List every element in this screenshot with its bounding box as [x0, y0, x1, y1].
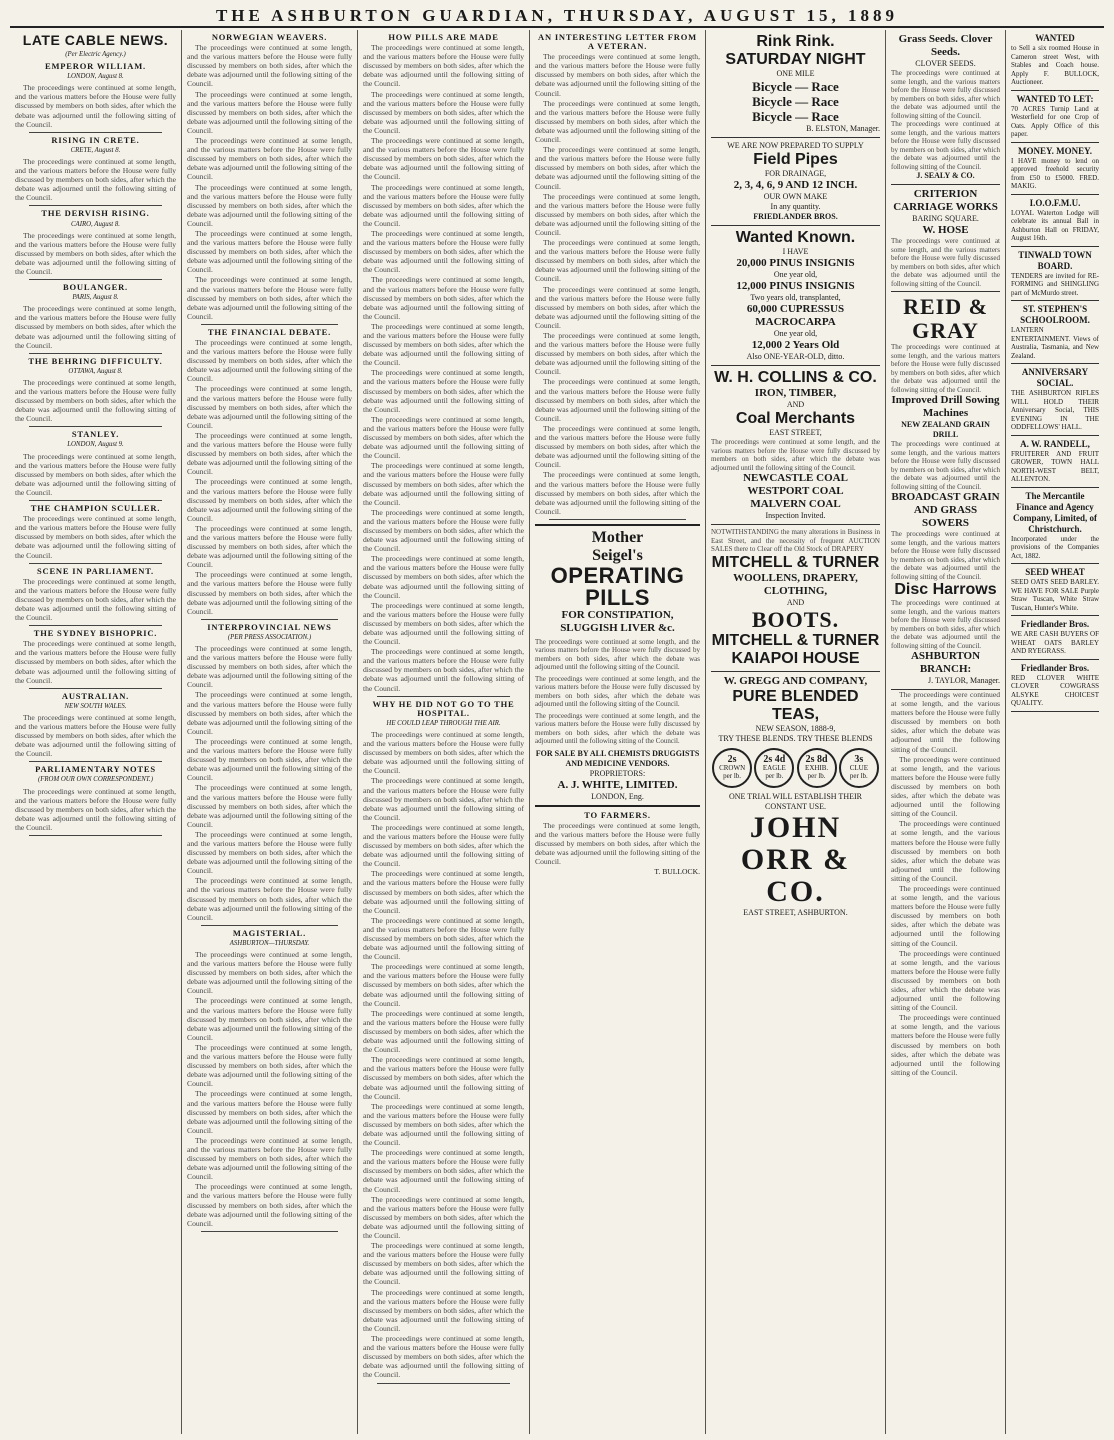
section-rule — [29, 426, 162, 427]
rink-sub: ONE MILE — [776, 69, 815, 78]
section-paragraph: The proceedings were continued at some length, and the various matters before the House were fully discussed by members on both sides, after which the debate was adjourned until the following sitting of the Council. — [363, 182, 524, 228]
section-paragraph: The proceedings were continued at some length, and the various matters before the House were fully discussed by members on both sides, after which the debate was adjourned until the following sitting of the Council. — [15, 377, 176, 424]
seigel-pills-ad — [535, 524, 700, 807]
classified-heading: The Mercantile Finance and Agency Company, Limited, of Christchurch. — [1012, 490, 1097, 534]
stamp-name: EAGLE — [762, 763, 786, 772]
column-6 — [886, 30, 1006, 1434]
classified-ad — [1011, 436, 1099, 488]
cable-news-heading: LATE CABLE NEWS. — [22, 32, 169, 48]
section-heading: INTERPROVINCIAL NEWS — [207, 621, 332, 632]
section-paragraph: The proceedings were continued at some length, and the various matters before the House were fully discussed by members on both sides, after which the debate was adjourned until the following sitting of the Council. — [15, 786, 176, 832]
pipes-make: OUR OWN MAKE — [763, 192, 828, 201]
section-paragraph: The proceedings were continued at some length, and the various matters before the House were fully discussed by members on both sides, after which the debate was adjourned until the following sitting of the Council. — [187, 1042, 352, 1089]
pills-proprietors: PROPRIETORS: — [589, 768, 646, 778]
section-dateline: (FROM OUR OWN CORRESPONDENT.) — [37, 776, 154, 784]
section-heading: NORWEGIAN WEAVERS. — [211, 32, 328, 42]
wanted-l2: 20,000 PINUS INSIGNIS — [736, 257, 855, 269]
reid-drill-body: The proceedings were continued at some length, and the various matters before the House were fully discussed by members on both sides, after which the debate was adjourned until the following sitting of the Council. — [891, 440, 1000, 491]
rink-race1: Bicycle — Race — [752, 79, 839, 94]
section-paragraph: The proceedings were continued at some length, and the various matters before the House were fully discussed by members on both sides, after which the debate was adjourned until the following sitting of the Council. — [363, 915, 524, 962]
reid-sowers-body: The proceedings were continued at some length, and the various matters before the House were fully discussed by members on both sides, after which the debate was adjourned until the following sitting of the Council. — [891, 530, 1000, 581]
section-paragraph: The proceedings were continued at some length, and the various matters before the House were fully discussed by members on both sides, after which the debate was adjourned until the following sitting of the Council. — [187, 430, 352, 477]
section-heading: EMPEROR WILLIAM. — [45, 61, 146, 72]
seeds-body: The proceedings were continued at some length, and the various matters before the House were fully discussed by members on both sides, after which the debate was adjourned until the following sitting of the Council. — [891, 69, 1000, 120]
section-dateline: LONDON, August 9. — [67, 441, 124, 449]
section-paragraph: The proceedings were continued at some length, and the various matters before the House were fully discussed by members on both sides, after which the debate was adjourned until the following sitting of the Council. — [15, 83, 176, 129]
section-paragraph: The proceedings were continued at some length, and the various matters before the House were fully discussed by members on both sides, after which the debate was adjourned until the following sitting of the Council. — [363, 1334, 524, 1380]
section-paragraph: The proceedings were continued at some length, and the various matters before the House were fully discussed by members on both sides, after which the debate was adjourned until the following sitting of the Council. — [363, 136, 524, 182]
collins-title: W. H. COLLINS & CO. — [714, 369, 877, 386]
criterion-title: CRITERION CARRIAGE WORKS — [893, 188, 998, 213]
section-paragraph: The proceedings were continued at some length, and the various matters before the House were fully discussed by members on both sides, after which the debate was adjourned until the following sitting of the Council. — [363, 554, 524, 600]
section-heading: WHY HE DID NOT GO TO THE HOSPITAL. — [372, 698, 515, 718]
section-paragraph: The proceedings were continued at some length, and the various matters before the House were fully discussed by members on both sides, after which the debate was adjourned until the following sitting of the Council. — [187, 338, 352, 384]
pills-body-2: The proceedings were continued at some length, and the various matters before the House were fully discussed by members on both sides, after which the debate was adjourned until the following sitting of the Council. — [535, 674, 700, 709]
mitchell-boots: BOOTS. — [751, 606, 840, 632]
reid-sowers: BROADCAST GRAIN AND GRASS SOWERS — [891, 491, 1000, 529]
seeds-body-2: The proceedings were continued at some length, and the various matters before the House were fully discussed by members on both sides, after which the debate was adjourned until the following sitting of the Council. — [891, 120, 1000, 171]
classified-heading: ANNIVERSARY SOCIAL. — [1021, 367, 1089, 388]
section-paragraph: The proceedings were continued at some length, and the various matters before the House were fully discussed by members on both sides, after which the debate was adjourned until the following sitting of the Council. — [363, 1008, 524, 1055]
pipes-firm: FRIEDLANDER BROS. — [753, 212, 838, 221]
coal-newcastle: NEWCASTLE COAL — [743, 472, 848, 484]
section-rule — [29, 563, 162, 564]
section-heading: RISING IN CRETE. — [51, 134, 140, 145]
section-rule — [201, 619, 338, 620]
wanted-l9: Also ONE-YEAR-OLD, ditto. — [746, 352, 845, 361]
wanted-title: Wanted Known. — [735, 229, 856, 246]
criterion-name: W. HOSE — [922, 224, 969, 236]
section-rule — [201, 324, 338, 325]
section-heading: AUSTRALIAN. — [61, 690, 130, 701]
teas-try: TRY THESE BLENDS. TRY THESE BLENDS — [718, 733, 873, 743]
section-paragraph: The proceedings were continued at some length, and the various matters before the House were fully discussed by members on both sides, after which the debate was adjourned until the following sitting of the Council. — [187, 477, 352, 523]
teas-season: NEW SEASON, 1888-9, — [755, 723, 836, 733]
stamp-unit: per lb. — [723, 771, 742, 780]
pipes-pre: WE ARE NOW PREPARED TO SUPPLY — [727, 141, 864, 150]
section-paragraph: The proceedings were continued at some length, and the various matters before the House were fully discussed by members on both sides, after which the debate was adjourned until the following sitting of the Council. — [187, 950, 352, 996]
section-rule — [549, 519, 686, 520]
section-paragraph: The proceedings were continued at some length, and the various matters before the House were fully discussed by members on both sides, after which the debate was adjourned until the following sitting of the Council. — [363, 822, 524, 869]
section-dateline: OTTAWA, August 8. — [68, 367, 123, 375]
section-heading: THE SYDNEY BISHOPRIC. — [33, 628, 158, 639]
section-heading: BOULANGER. — [63, 282, 128, 293]
col6-filler-1: The proceedings were continued at some length, and the various matters before the House were fully discussed by members on both sides, after which the debate was adjourned until the following sitting of the Council. — [891, 690, 1001, 754]
reid-nz: NEW ZEALAND GRAIN DRILL — [901, 420, 990, 439]
col6-filler-3: The proceedings were continued at some length, and the various matters before the House were fully discussed by members on both sides, after which the debate was adjourned until the following sitting of the Council. — [891, 819, 1001, 883]
section-dateline: NEW SOUTH WALES. — [64, 702, 127, 710]
col6-filler-5: The proceedings were continued at some length, and the various matters before the House were fully discussed by members on both sides, after which the debate was adjourned until the following sitting of the Council. — [891, 948, 1001, 1013]
section-paragraph: The proceedings were continued at some length, and the various matters before the House were fully discussed by members on both sides, after which the debate was adjourned until the following sitting of the Council. — [15, 576, 176, 623]
section-paragraph: The proceedings were continued at some length, and the various matters before the House were fully discussed by members on both sides, after which the debate was adjourned until the following sitting of the Council. — [363, 962, 524, 1008]
col3-sections — [363, 33, 524, 1384]
reid-harrows: Disc Harrows — [894, 581, 997, 598]
reid-mgr: J. TAYLOR, Manager. — [927, 676, 1000, 685]
reid-harrows-body: The proceedings were continued at some length, and the various matters before the House were fully discussed by members on both sides, after which the debate was adjourned until the following sitting of the Council. — [891, 599, 1000, 650]
section-paragraph: The proceedings were continued at some length, and the various matters before the House were fully discussed by members on both sides, after which the debate was adjourned until the following sitting of the Council. — [363, 776, 524, 822]
classified-text: THE ASHBURTON RIFLES WILL HOLD THEIR Anniversary Social, THIS EVENING IN THE ODDFELLOWS' HALL. — [1011, 389, 1099, 431]
columns — [10, 30, 1104, 1434]
section-heading: THE FINANCIAL DEBATE. — [207, 326, 332, 337]
section-paragraph: The proceedings were continued at some length, and the various matters before the House were fully discussed by members on both sides, after which the debate was adjourned until the following sitting of the Council. — [15, 451, 176, 497]
classified-ad — [1011, 247, 1099, 302]
section-paragraph: The proceedings were continued at some length, and the various matters before the House were fully discussed by members on both sides, after which the debate was adjourned until the following sitting of the Council. — [363, 1055, 524, 1101]
rink-title2: SATURDAY NIGHT — [725, 51, 866, 68]
wanted-l3: One year old, — [773, 270, 818, 279]
section-paragraph: The proceedings were continued at some length, and the various matters before the House were fully discussed by members on both sides, after which the debate was adjourned until the following sitting of the Council. — [363, 228, 524, 275]
section-rule — [29, 132, 162, 133]
seeds-ad — [891, 30, 1000, 185]
section-paragraph: The proceedings were continued at some length, and the various matters before the House were fully discussed by members on both sides, after which the debate was adjourned until the following sitting of the Council. — [363, 1194, 524, 1240]
classified-heading: SEED WHEAT — [1025, 567, 1085, 577]
classified-text: SEED OATS SEED BARLEY. WE HAVE FOR SALE Purple Straw Tuscan, White Straw Tuscan, Hunter's White. — [1011, 578, 1099, 612]
classified-text: TENDERS are invited for RE-FORMING and SHINGLING part of McMurdo street. — [1011, 271, 1099, 297]
section-paragraph: The proceedings were continued at some length, and the various matters before the House were fully discussed by members on both sides, after which the debate was adjourned until the following sitting of the Council. — [363, 368, 524, 414]
section-paragraph: The proceedings were continued at some length, and the various matters before the House were fully discussed by members on both sides, after which the debate was adjourned until the following sitting of the Council. — [535, 423, 700, 470]
column-2 — [182, 30, 358, 1434]
classified-heading: Friedlander Bros. — [1020, 619, 1090, 629]
collins-and: AND — [786, 400, 805, 409]
mitchell-turner-ad — [711, 525, 880, 672]
collins-east: EAST STREET, — [769, 428, 822, 437]
collins-coal: Coal Merchants — [735, 410, 856, 427]
cable-news-sub: (Per Electric Agency.) — [65, 51, 126, 58]
section-paragraph: The proceedings were continued at some length, and the various matters before the House were fully discussed by members on both sides, after which the debate was adjourned until the following sitting of the Council. — [535, 331, 700, 377]
pills-body: The proceedings were continued at some length, and the various matters before the House were fully discussed by members on both sides, after which the debate was adjourned until the following sitting of the Council. — [535, 637, 700, 672]
stamp-price: 2s 8d — [805, 753, 828, 765]
classified-heading: WANTED — [1035, 33, 1075, 43]
col6-filler-2: The proceedings were continued at some length, and the various matters before the House were fully discussed by members on both sides, after which the debate was adjourned until the following sitting of the Council. — [891, 754, 1001, 819]
section-paragraph: The proceedings were continued at some length, and the various matters before the House were fully discussed by members on both sides, after which the debate was adjourned until the following sitting of the Council. — [187, 182, 352, 228]
section-heading: PARLIAMENTARY NOTES — [35, 764, 156, 775]
section-paragraph: The proceedings were continued at some length, and the various matters before the House were fully discussed by members on both sides, after which the debate was adjourned until the following sitting of the Council. — [187, 1182, 352, 1228]
reid-gray-ad — [891, 292, 1000, 690]
tea-price-stamp — [712, 748, 752, 788]
section-rule — [201, 1231, 338, 1232]
section-paragraph: The proceedings were continued at some length, and the various matters before the House were fully discussed by members on both sides, after which the debate was adjourned until the following sitting of the Council. — [187, 523, 352, 570]
pills-line2: Seigel's — [592, 546, 643, 564]
classified-text: RED CLOVER WHITE CLOVER COWGRASS ALSYKE CHOICEST QUALITY. — [1011, 673, 1099, 707]
section-dateline: PARIS, August 8. — [72, 294, 119, 302]
seeds-sub: CLOVER SEEDS. — [915, 59, 976, 68]
section-paragraph: The proceedings were continued at some length, and the various matters before the House were fully discussed by members on both sides, after which the debate was adjourned until the following sitting of the Council. — [363, 507, 524, 554]
section-paragraph: The proceedings were continued at some length, and the various matters before the House were fully discussed by members on both sides, after which the debate was adjourned until the following sitting of the Council. — [187, 1089, 352, 1135]
classified-ad — [1011, 488, 1099, 565]
masthead-title: THE ASHBURTON GUARDIAN, THURSDAY, AUGUST 15, 1889 — [215, 6, 899, 25]
stamp-price: 2s 4d — [763, 753, 786, 765]
section-dateline: CRETE, August 8. — [70, 146, 121, 154]
stamp-unit: per lb. — [807, 771, 826, 780]
classified-heading: WANTED TO LET: — [1016, 93, 1094, 104]
rink-title: Rink Rink. — [756, 33, 835, 50]
seeds-title: Grass Seeds. Clover Seeds. — [898, 33, 993, 58]
section-heading: MAGISTERIAL. — [232, 927, 307, 938]
coal-malvern: MALVERN COAL — [750, 498, 841, 510]
col1-sections — [15, 62, 176, 836]
section-paragraph: The proceedings were continued at some length, and the various matters before the House were fully discussed by members on both sides, after which the debate was adjourned until the following sitting of the Council. — [363, 729, 524, 776]
classified-text: FRUITERER AND FRUIT GROWER, TOWN HALL NORTH-WEST BELT, ALLENTON. — [1011, 449, 1099, 483]
pills-title: OPERATING PILLS — [550, 562, 685, 610]
mitchell-kaiapoi: KAIAPOI HOUSE — [731, 649, 860, 667]
section-paragraph: The proceedings were continued at some length, and the various matters before the House were fully discussed by members on both sides, after which the debate was adjourned until the following sitting of the Council. — [363, 869, 524, 915]
rink-race3: Bicycle — Race — [752, 109, 839, 124]
rink-ad — [711, 30, 880, 138]
mitchell-title: MITCHELL & TURNER — [711, 553, 880, 571]
section-paragraph: The proceedings were continued at some length, and the various matters before the House were fully discussed by members on both sides, after which the debate was adjourned until the following sitting of the Council. — [363, 89, 524, 135]
section-rule — [29, 279, 162, 280]
coal-westport: WESTPORT COAL — [747, 485, 844, 497]
stamp-unit: per lb. — [849, 771, 868, 780]
seeds-firm: J. SEALY & CO. — [916, 171, 975, 180]
stamp-unit: per lb. — [765, 771, 784, 780]
reid-gray-body: The proceedings were continued at some length, and the various matters before the House were fully discussed by members on both sides, after which the debate was adjourned until the following sitting of the Council. — [891, 343, 1000, 394]
tea-stamps — [711, 748, 880, 788]
classified-heading: I.O.O.F.M.U. — [1029, 197, 1081, 208]
section-heading: STANLEY. — [71, 429, 120, 440]
classified-ad — [1011, 195, 1099, 247]
stamp-name: EXHIB. — [805, 763, 829, 772]
orr-addr: EAST STREET, ASHBURTON. — [743, 907, 848, 917]
wanted-l8: 12,000 2 Years Old — [751, 339, 840, 351]
section-paragraph: The proceedings were continued at some length, and the various matters before the House were fully discussed by members on both sides, after which the debate was adjourned until the following sitting of the Council. — [15, 156, 176, 203]
reid-gray-title: REID & GRAY — [903, 294, 988, 343]
column-3 — [358, 30, 530, 1434]
classified-text: Incorporated under the provisions of the Companies Act, 1882. — [1011, 534, 1099, 560]
section-paragraph: The proceedings were continued at some length, and the various matters before the House were fully discussed by members on both sides, after which the debate was adjourned until the following sitting of the Council. — [535, 191, 700, 237]
section-paragraph: The proceedings were continued at some length, and the various matters before the House were fully discussed by members on both sides, after which the debate was adjourned until the following sitting of the Council. — [363, 647, 524, 693]
orr-trial: ONE TRIAL WILL ESTABLISH THEIR CONSTANT USE. — [729, 791, 862, 811]
section-heading: AN INTERESTING LETTER FROM A VETERAN. — [538, 32, 697, 52]
col2-sections — [187, 33, 352, 1232]
classified-ad — [1011, 143, 1099, 195]
criterion-ad — [891, 185, 1000, 292]
section-paragraph: The proceedings were continued at some length, and the various matters before the House were fully discussed by members on both sides, after which the debate was adjourned until the following sitting of the Council. — [187, 43, 352, 89]
section-rule — [29, 500, 162, 501]
pills-sold: FOR SALE BY ALL CHEMISTS DRUGGISTS AND MEDICINE VENDORS. — [535, 748, 700, 768]
classified-heading: Friedlander Bros. — [1020, 662, 1090, 673]
classified-ad — [1011, 91, 1099, 143]
section-paragraph: The proceedings were continued at some length, and the various matters before the House were fully discussed by members on both sides, after which the debate was adjourned until the following sitting of the Council. — [363, 600, 524, 647]
wanted-l5: Two years old, transplanted, — [750, 293, 841, 302]
classified-text: WE ARE CASH BUYERS OF WHEAT OATS BARLEY AND RYEGRASS. — [1011, 630, 1099, 655]
criterion-body: The proceedings were continued at some length, and the various matters before the House were fully discussed by members on both sides, after which the debate was adjourned until the following sitting of the Council. — [891, 237, 1000, 288]
classified-ad — [1011, 616, 1099, 660]
section-rule — [201, 925, 338, 926]
pipes-title: Field Pipes — [753, 151, 838, 168]
section-paragraph: The proceedings were continued at some length, and the various matters before the House were fully discussed by members on both sides, after which the debate was adjourned until the following sitting of the Council. — [187, 783, 352, 829]
teas-title: PURE BLENDED TEAS, — [732, 687, 859, 723]
collins-ad — [711, 366, 880, 525]
field-pipes-ad — [711, 138, 880, 226]
column-4 — [530, 30, 706, 1434]
section-paragraph: The proceedings were continued at some length, and the various matters before the House were fully discussed by members on both sides, after which the debate was adjourned until the following sitting of the Council. — [187, 384, 352, 430]
section-paragraph: The proceedings were continued at some length, and the various matters before the House were fully discussed by members on both sides, after which the debate was adjourned until the following sitting of the Council. — [535, 377, 700, 423]
teas-firm: W. GREGG AND COMPANY, — [723, 674, 868, 687]
rink-manager: B. ELSTON, Manager. — [806, 124, 880, 133]
section-paragraph: The proceedings were continued at some length, and the various matters before the House were fully discussed by members on both sides, after which the debate was adjourned until the following sitting of the Council. — [187, 570, 352, 616]
section-paragraph: The proceedings were continued at some length, and the various matters before the House were fully discussed by members on both sides, after which the debate was adjourned until the following sitting of the Council. — [363, 461, 524, 507]
section-paragraph: The proceedings were continued at some length, and the various matters before the House were fully discussed by members on both sides, after which the debate was adjourned until the following sitting of the Council. — [363, 1241, 524, 1287]
section-paragraph: The proceedings were continued at some length, and the various matters before the House were fully discussed by members on both sides, after which the debate was adjourned until the following sitting of the Council. — [363, 414, 524, 461]
section-heading: HOW PILLS ARE MADE — [388, 32, 499, 42]
section-paragraph: The proceedings were continued at some length, and the various matters before the House were fully discussed by members on both sides, after which the debate was adjourned until the following sitting of the Council. — [15, 514, 176, 560]
stamp-price: 3s — [854, 753, 864, 765]
section-paragraph: The proceedings were continued at some length, and the various matters before the House were fully discussed by members on both sides, after which the debate was adjourned until the following sitting of the Council. — [187, 644, 352, 690]
column-5 — [706, 30, 886, 1434]
classified-text: 70 ACRES Turnip Land at Westerfield for one Crop of Oats. Apply Office of this paper. — [1011, 104, 1099, 138]
section-paragraph: The proceedings were continued at some length, and the various matters before the House were fully discussed by members on both sides, after which the debate was adjourned until the following sitting of the Council. — [363, 321, 524, 368]
section-paragraph: The proceedings were continued at some length, and the various matters before the House were fully discussed by members on both sides, after which the debate was adjourned until the following sitting of the Council. — [363, 1148, 524, 1194]
section-paragraph: The proceedings were continued at some length, and the various matters before the House were fully discussed by members on both sides, after which the debate was adjourned until the following sitting of the Council. — [535, 470, 700, 516]
col4-sections — [535, 33, 700, 520]
section-paragraph: The proceedings were continued at some length, and the various matters before the House were fully discussed by members on both sides, after which the debate was adjourned until the following sitting of the Council. — [535, 238, 700, 284]
farmers-text: The proceedings were continued at some length, and the various matters before the House were fully discussed by members on both sides, after which the debate was adjourned until the following sitting of the Council. — [535, 820, 700, 867]
wanted-l1: I HAVE — [782, 247, 809, 256]
section-paragraph: The proceedings were continued at some length, and the various matters before the House were fully discussed by members on both sides, after which the debate was adjourned until the following sitting of the Council. — [187, 996, 352, 1042]
section-heading: THE BEHRING DIFFICULTY. — [28, 355, 163, 366]
pills-company: A. J. WHITE, LIMITED. — [557, 778, 678, 791]
criterion-sub: BARING SQUARE. — [912, 214, 979, 223]
pills-line4: FOR CONSTIPATION, — [561, 608, 674, 621]
classified-ad — [1011, 564, 1099, 616]
farmers-heading: TO FARMERS. — [584, 809, 651, 820]
section-dateline: LONDON, August 8. — [67, 73, 124, 81]
classified-ad — [1011, 364, 1099, 436]
classified-text: I HAVE money to lend on approved freehold security from £50 to £5000. FRED. MAKIG. — [1011, 156, 1099, 190]
section-rule — [29, 205, 162, 206]
section-heading: SCENE IN PARLIAMENT. — [37, 565, 154, 576]
section-paragraph: The proceedings were continued at some length, and the various matters before the House were fully discussed by members on both sides, after which the debate was adjourned until the following sitting of the Council. — [535, 52, 700, 98]
column-7 — [1006, 30, 1104, 1434]
collins-body: The proceedings were continued at some length, and the various matters before the House were fully discussed by members on both sides, after which the debate was adjourned until the following sitting of the Council. — [711, 438, 880, 472]
column-1 — [10, 30, 182, 1434]
classified-heading: ST. STEPHEN'S SCHOOLROOM. — [1020, 304, 1090, 325]
section-paragraph: The proceedings were continued at some length, and the various matters before the House were fully discussed by members on both sides, after which the debate was adjourned until the following sitting of the Council. — [187, 829, 352, 876]
section-paragraph: The proceedings were continued at some length, and the various matters before the House were fully discussed by members on both sides, after which the debate was adjourned until the following sitting of the Council. — [187, 690, 352, 736]
section-paragraph: The proceedings were continued at some length, and the various matters before the House were fully discussed by members on both sides, after which the debate was adjourned until the following sitting of the Council. — [535, 284, 700, 330]
classified-text: LANTERN ENTERTAINMENT. Views of Australia, Tasmania, and New Zealand. — [1011, 326, 1099, 360]
section-paragraph: The proceedings were continued at some length, and the various matters before the House were fully discussed by members on both sides, after which the debate was adjourned until the following sitting of the Council. — [363, 1101, 524, 1148]
teas-ad — [711, 672, 880, 921]
farmers-sign: T. BULLOCK. — [654, 867, 700, 877]
coal-inspection: Inspection Invited. — [765, 511, 826, 520]
section-paragraph: The proceedings were continued at some length, and the various matters before the House were fully discussed by members on both sides, after which the debate was adjourned until the following sitting of the Council. — [187, 89, 352, 135]
section-paragraph: The proceedings were continued at some length, and the various matters before the House were fully discussed by members on both sides, after which the debate was adjourned until the following sitting of the Council. — [187, 275, 352, 321]
section-rule — [29, 625, 162, 626]
section-dateline: HE COULD LEAP THROUGH THE AIR. — [386, 719, 501, 727]
pills-city: LONDON, Eng. — [591, 791, 644, 801]
pills-body-3: The proceedings were continued at some length, and the various matters before the House were fully discussed by members on both sides, after which the debate was adjourned until the following sitting of the Council. — [535, 711, 700, 746]
notice-text: NOTWITHSTANDING the many alterations in Business in East Street, and the necessity of frequent AUCTION SALES there to Clear off the Old Stock of DRAPERY — [711, 528, 880, 553]
section-dateline: ASHBURTON—THURSDAY. — [229, 939, 310, 947]
tea-price-stamp — [797, 748, 837, 788]
john-orr-title: JOHN ORR & CO. — [740, 810, 851, 908]
classified-ad — [1011, 30, 1099, 91]
section-dateline: (PER PRESS ASSOCIATION.) — [227, 633, 312, 641]
pipes-for: FOR DRAINAGE, — [764, 169, 827, 178]
mitchell-and: AND — [786, 597, 805, 607]
collins-sub: IRON, TIMBER, — [754, 387, 837, 399]
wanted-l6: 60,000 CUPRESSUS MACROCARPA — [746, 303, 845, 328]
section-paragraph: The proceedings were continued at some length, and the various matters before the House were fully discussed by members on both sides, after which the debate was adjourned until the following sitting of the Council. — [15, 304, 176, 350]
pipes-qty: In any quantity. — [770, 202, 821, 211]
section-rule — [29, 353, 162, 354]
section-dateline: CAIRO, August 8. — [71, 220, 120, 228]
tea-price-stamp — [754, 748, 794, 788]
wanted-l4: 12,000 PINUS INSIGNIS — [736, 280, 855, 292]
mitchell-sig: MITCHELL & TURNER — [711, 631, 880, 649]
tea-price-stamp — [839, 748, 879, 788]
rink-race2: Bicycle — Race — [752, 94, 839, 109]
wanted-known-ad — [711, 226, 880, 366]
section-paragraph: The proceedings were continued at some length, and the various matters before the House were fully discussed by members on both sides, after which the debate was adjourned until the following sitting of the Council. — [187, 736, 352, 783]
section-paragraph: The proceedings were continued at some length, and the various matters before the House were fully discussed by members on both sides, after which the debate was adjourned until the following sitting of the Council. — [363, 1287, 524, 1333]
section-paragraph: The proceedings were continued at some length, and the various matters before the House were fully discussed by members on both sides, after which the debate was adjourned until the following sitting of the Council. — [187, 228, 352, 275]
col6-filler-4: The proceedings were continued at some length, and the various matters before the House were fully discussed by members on both sides, after which the debate was adjourned until the following sitting of the Council. — [891, 883, 1001, 948]
col7-ads — [1011, 30, 1099, 712]
classified-heading: A. W. RANDELL, — [1020, 438, 1090, 449]
section-paragraph: The proceedings were continued at some length, and the various matters before the House were fully discussed by members on both sides, after which the debate was adjourned until the following sitting of the Council. — [187, 136, 352, 182]
masthead — [10, 6, 1104, 28]
section-paragraph: The proceedings were continued at some length, and the various matters before the House were fully discussed by members on both sides, after which the debate was adjourned until the following sitting of the Council. — [187, 876, 352, 922]
classified-text: LOYAL Waterton Lodge will celebrate its annual Ball in Ashburton Hall on FRIDAY, August 16th. — [1011, 208, 1099, 242]
reid-branch: ASHBURTON BRANCH: — [910, 650, 981, 675]
section-rule — [377, 1383, 510, 1384]
section-paragraph: The proceedings were continued at some length, and the various matters before the House were fully discussed by members on both sides, after which the debate was adjourned until the following sitting of the Council. — [187, 1135, 352, 1182]
classified-ad — [1011, 301, 1099, 364]
mitchell-woollens: WOOLLENS, DRAPERY, CLOTHING, — [733, 571, 858, 597]
wanted-l7: One year old, — [773, 329, 818, 338]
section-rule — [29, 688, 162, 689]
section-paragraph: The proceedings were continued at some length, and the various matters before the House were fully discussed by members on both sides, after which the debate was adjourned until the following sitting of the Council. — [363, 43, 524, 89]
section-rule — [29, 761, 162, 762]
section-rule — [377, 696, 510, 697]
pills-line1: Mother — [591, 528, 644, 546]
pills-line5: SLUGGISH LIVER &c. — [560, 621, 675, 634]
reid-drill: Improved Drill Sowing Machines — [891, 394, 1000, 419]
classified-text: to Sell a six roomed House in Cameron street West, with Stables and Coach house. Apply F. BULLOCK, Auctioneer. — [1011, 44, 1099, 86]
section-paragraph: The proceedings were continued at some length, and the various matters before the House were fully discussed by members on both sides, after which the debate was adjourned until the following sitting of the Council. — [535, 145, 700, 191]
stamp-price: 2s — [727, 753, 737, 765]
section-heading: THE CHAMPION SCULLER. — [30, 503, 161, 514]
classified-heading: TINWALD TOWN BOARD. — [1018, 249, 1092, 271]
section-paragraph: The proceedings were continued at some length, and the various matters before the House were fully discussed by members on both sides, after which the debate was adjourned until the following sitting of the Council. — [363, 275, 524, 321]
section-paragraph: The proceedings were continued at some length, and the various matters before the House were fully discussed by members on both sides, after which the debate was adjourned until the following sitting of the Council. — [15, 230, 176, 276]
col6-filler-6: The proceedings were continued at some length, and the various matters before the House were fully discussed by members on both sides, after which the debate was adjourned until the following sitting of the Council. — [891, 1013, 1001, 1077]
section-paragraph: The proceedings were continued at some length, and the various matters before the House were fully discussed by members on both sides, after which the debate was adjourned until the following sitting of the Council. — [15, 639, 176, 685]
section-paragraph: The proceedings were continued at some length, and the various matters before the House were fully discussed by members on both sides, after which the debate was adjourned until the following sitting of the Council. — [15, 712, 176, 759]
classified-ad — [1011, 660, 1099, 712]
stamp-name: CROWN — [719, 763, 746, 772]
section-paragraph: The proceedings were continued at some length, and the various matters before the House were fully discussed by members on both sides, after which the debate was adjourned until the following sitting of the Council. — [535, 98, 700, 145]
section-rule — [29, 835, 162, 836]
classified-heading: MONEY. MONEY. — [1017, 145, 1093, 156]
stamp-name: CLUE — [849, 763, 869, 772]
section-heading: THE DERVISH RISING. — [41, 208, 150, 219]
pipes-sizes: 2, 3, 4, 6, 9 AND 12 INCH. — [733, 179, 858, 191]
